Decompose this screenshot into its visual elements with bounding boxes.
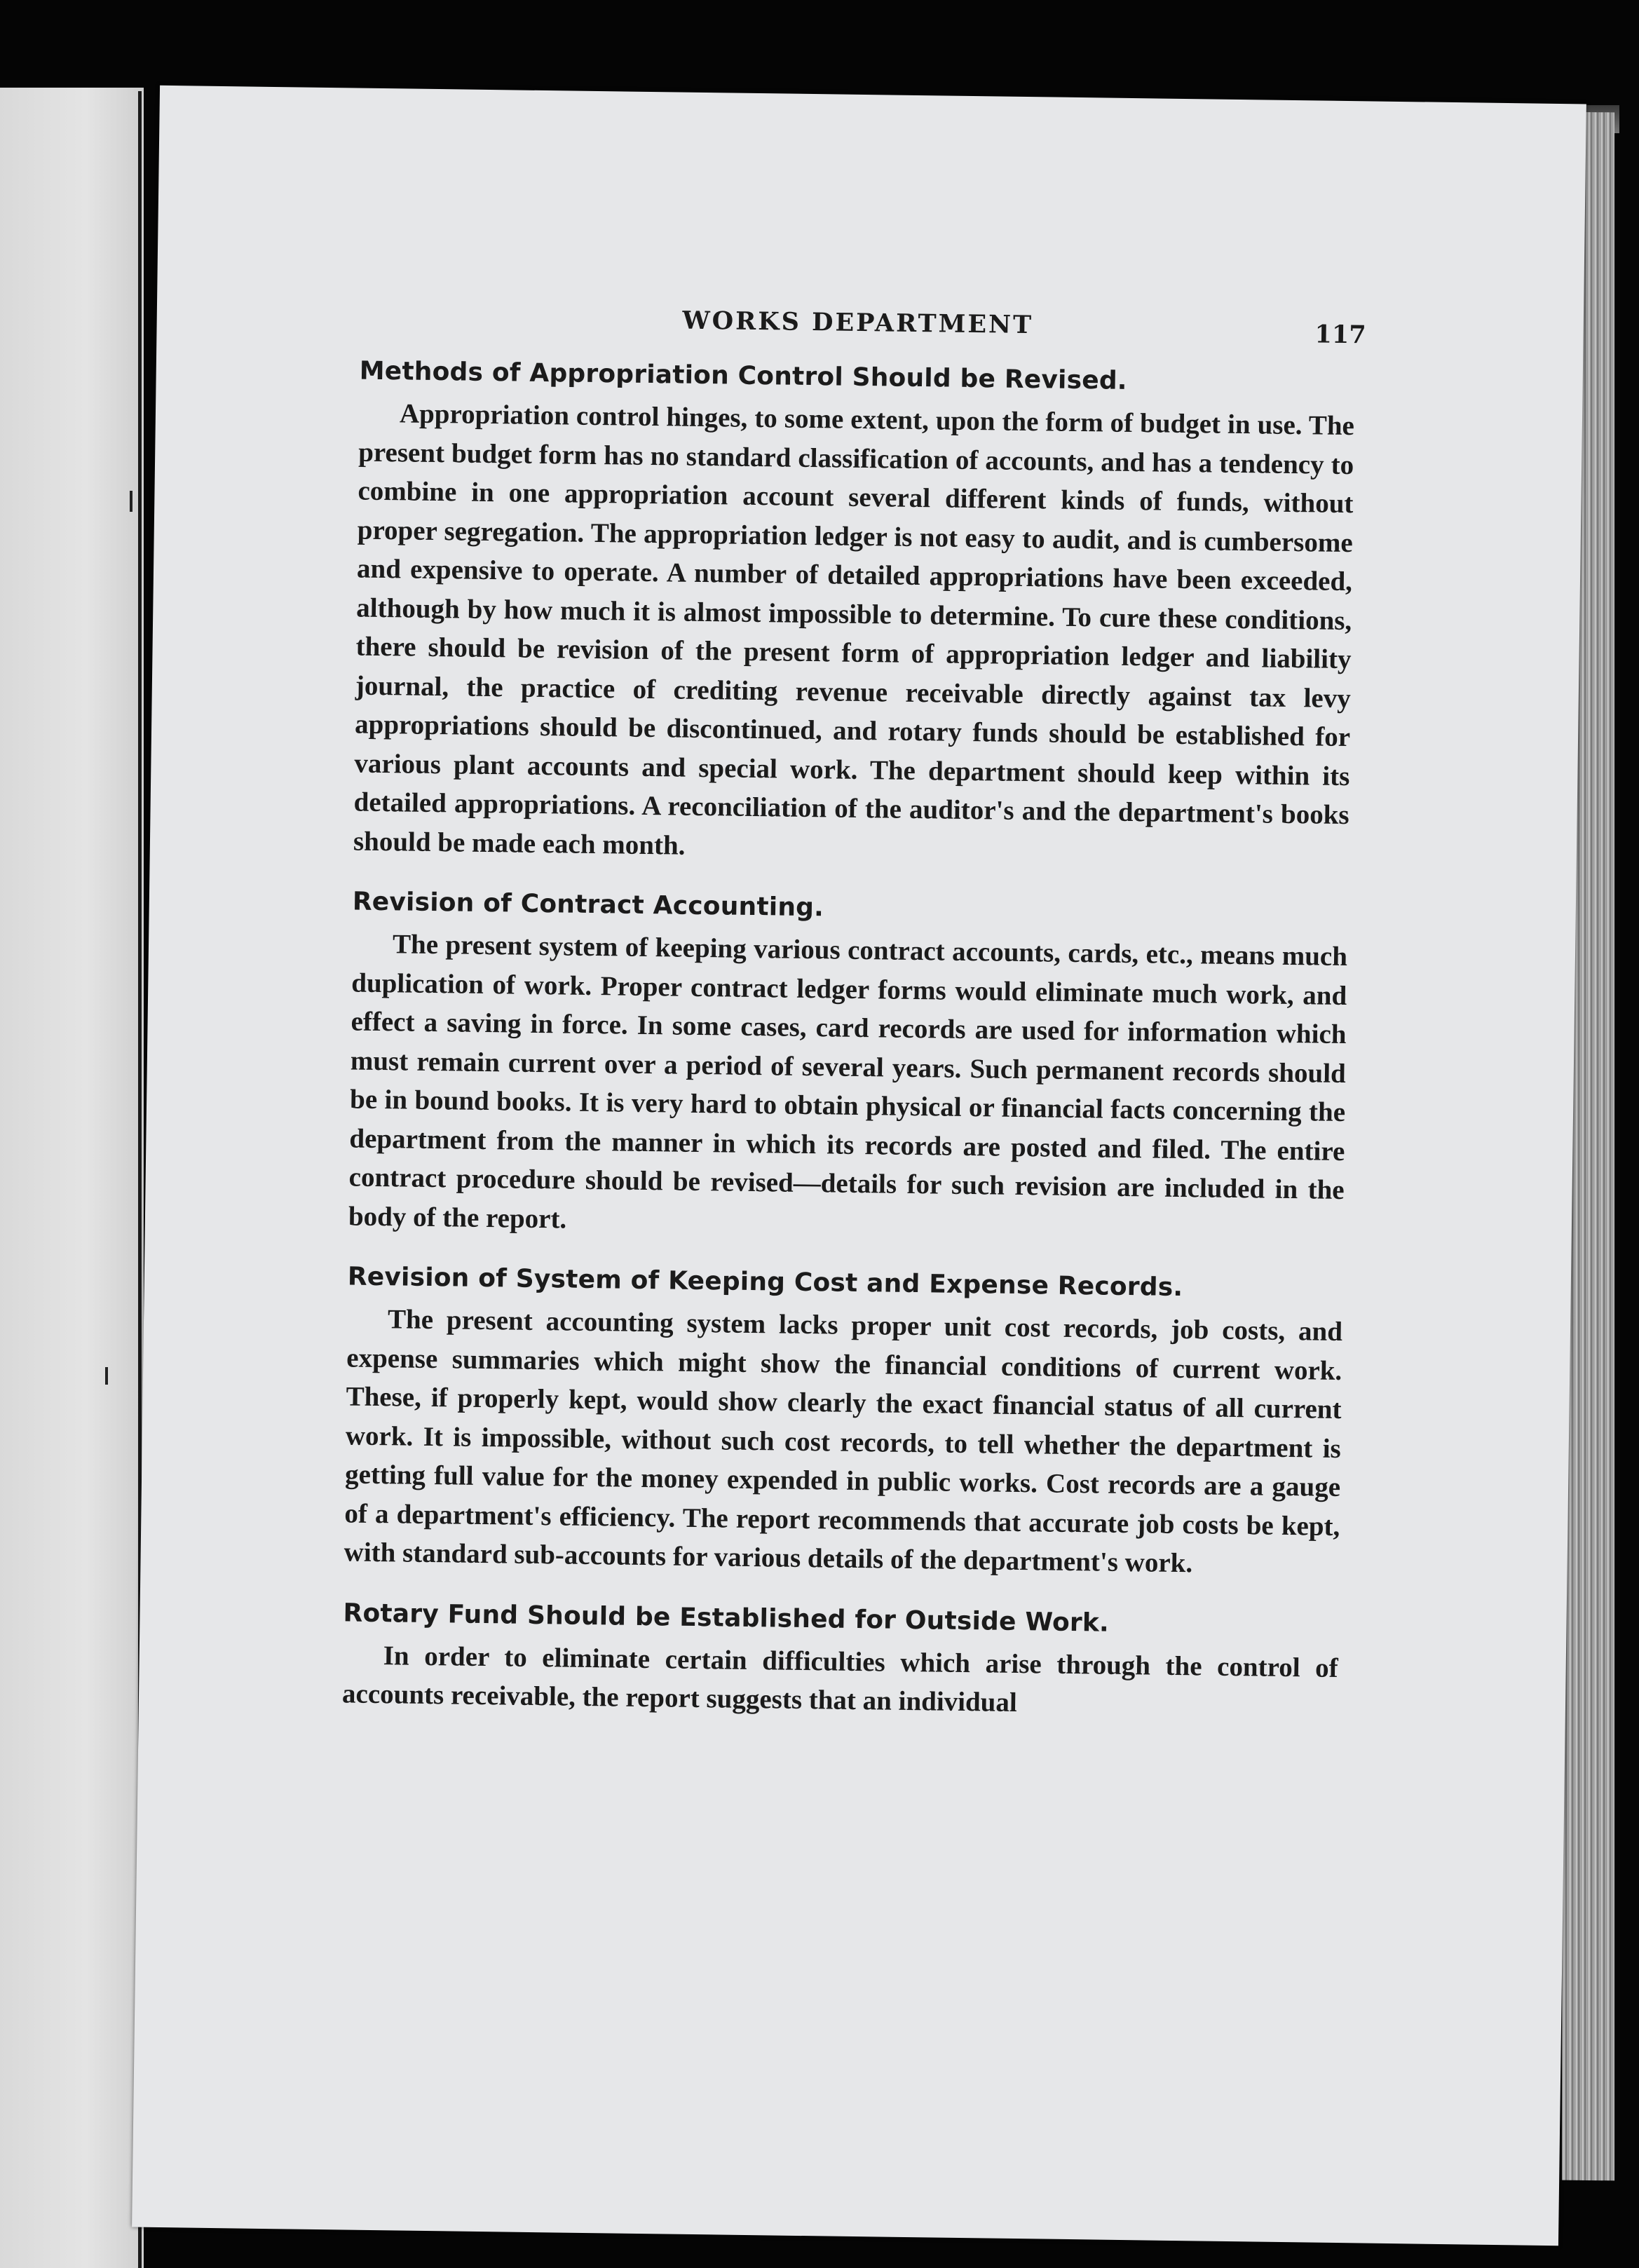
section-paragraph: Appropriation control hinges, to some extent, upon the form of budget in use. The present budget form has no standard classification of accounts, and has a tendency to combine in one appropriation account several different kinds of funds, without proper segregation. The appropriation ledger is not easy to audit, and is cumbersome and expensive to operate. A number of detailed appropriations have been exceeded, although by how much it is almost impossible to determine. To cure these conditions, there should be revision of the present form of appropriation ledger and liability journal, the practice of crediting revenue receivable directly against tax levy appropriations should be discontinued, and rotary funds should be established for various plant accounts and special work. The department should keep within its detailed appropriations. A reconciliation of the auditor's and the department's books should be made each month. [353,398,1355,861]
gutter-mark [105,1367,108,1385]
section-contract-accounting [348,888,1348,1249]
section-paragraph: The present system of keeping various contract accounts, cards, etc., means much duplication of work. Proper contract ledger forms would eliminate much work, and effect a saving in force. In some cases, card records are used for information which must remain current over a period of several years. Such permanent records should be in bound books. It is very hard to obtain physical or financial facts concerning the department from the manner in which its records are posted and filed. The entire contract procedure should be revised—details for such revision are included in the body of the report. [348,929,1348,1235]
gutter-mark [130,491,132,512]
book-page [132,86,1586,2246]
section-cost-records [344,1262,1343,1584]
section-heading: Revision of System of Keeping Cost and Expense Records. [347,1262,1183,1303]
section-paragraph: In order to eliminate certain difficulties which arise through the control of accounts receivable, the report suggests that an individual [341,1640,1338,1718]
page-content [341,302,1366,1753]
running-head [360,302,1366,358]
section-rotary-fund [342,1598,1339,1727]
section-paragraph: The present accounting system lacks proper unit cost records, job costs, and expense summaries which might show the financial conditions of current work. These, if properly kept, would show clearly the exact financial status of all current work. It is impossible, without such cost records, to tell whether the department is getting full value for the money expended in public works. Cost records are a gauge of a department's efficiency. The report recommends that accurate job costs be kept, with standard sub-accounts for various details of the department's work. [344,1304,1343,1579]
running-head-title: WORKS DEPARTMENT [682,306,1034,340]
section-heading: Methods of Appropriation Control Should be Revised. [359,356,1127,395]
section-heading: Revision of Contract Accounting. [352,887,824,923]
facing-page-edge [0,88,144,2268]
page-number: 117 [1314,320,1366,350]
section-appropriation-control [353,357,1355,874]
section-heading: Rotary Fund Should be Established for Outside Work. [343,1598,1110,1638]
